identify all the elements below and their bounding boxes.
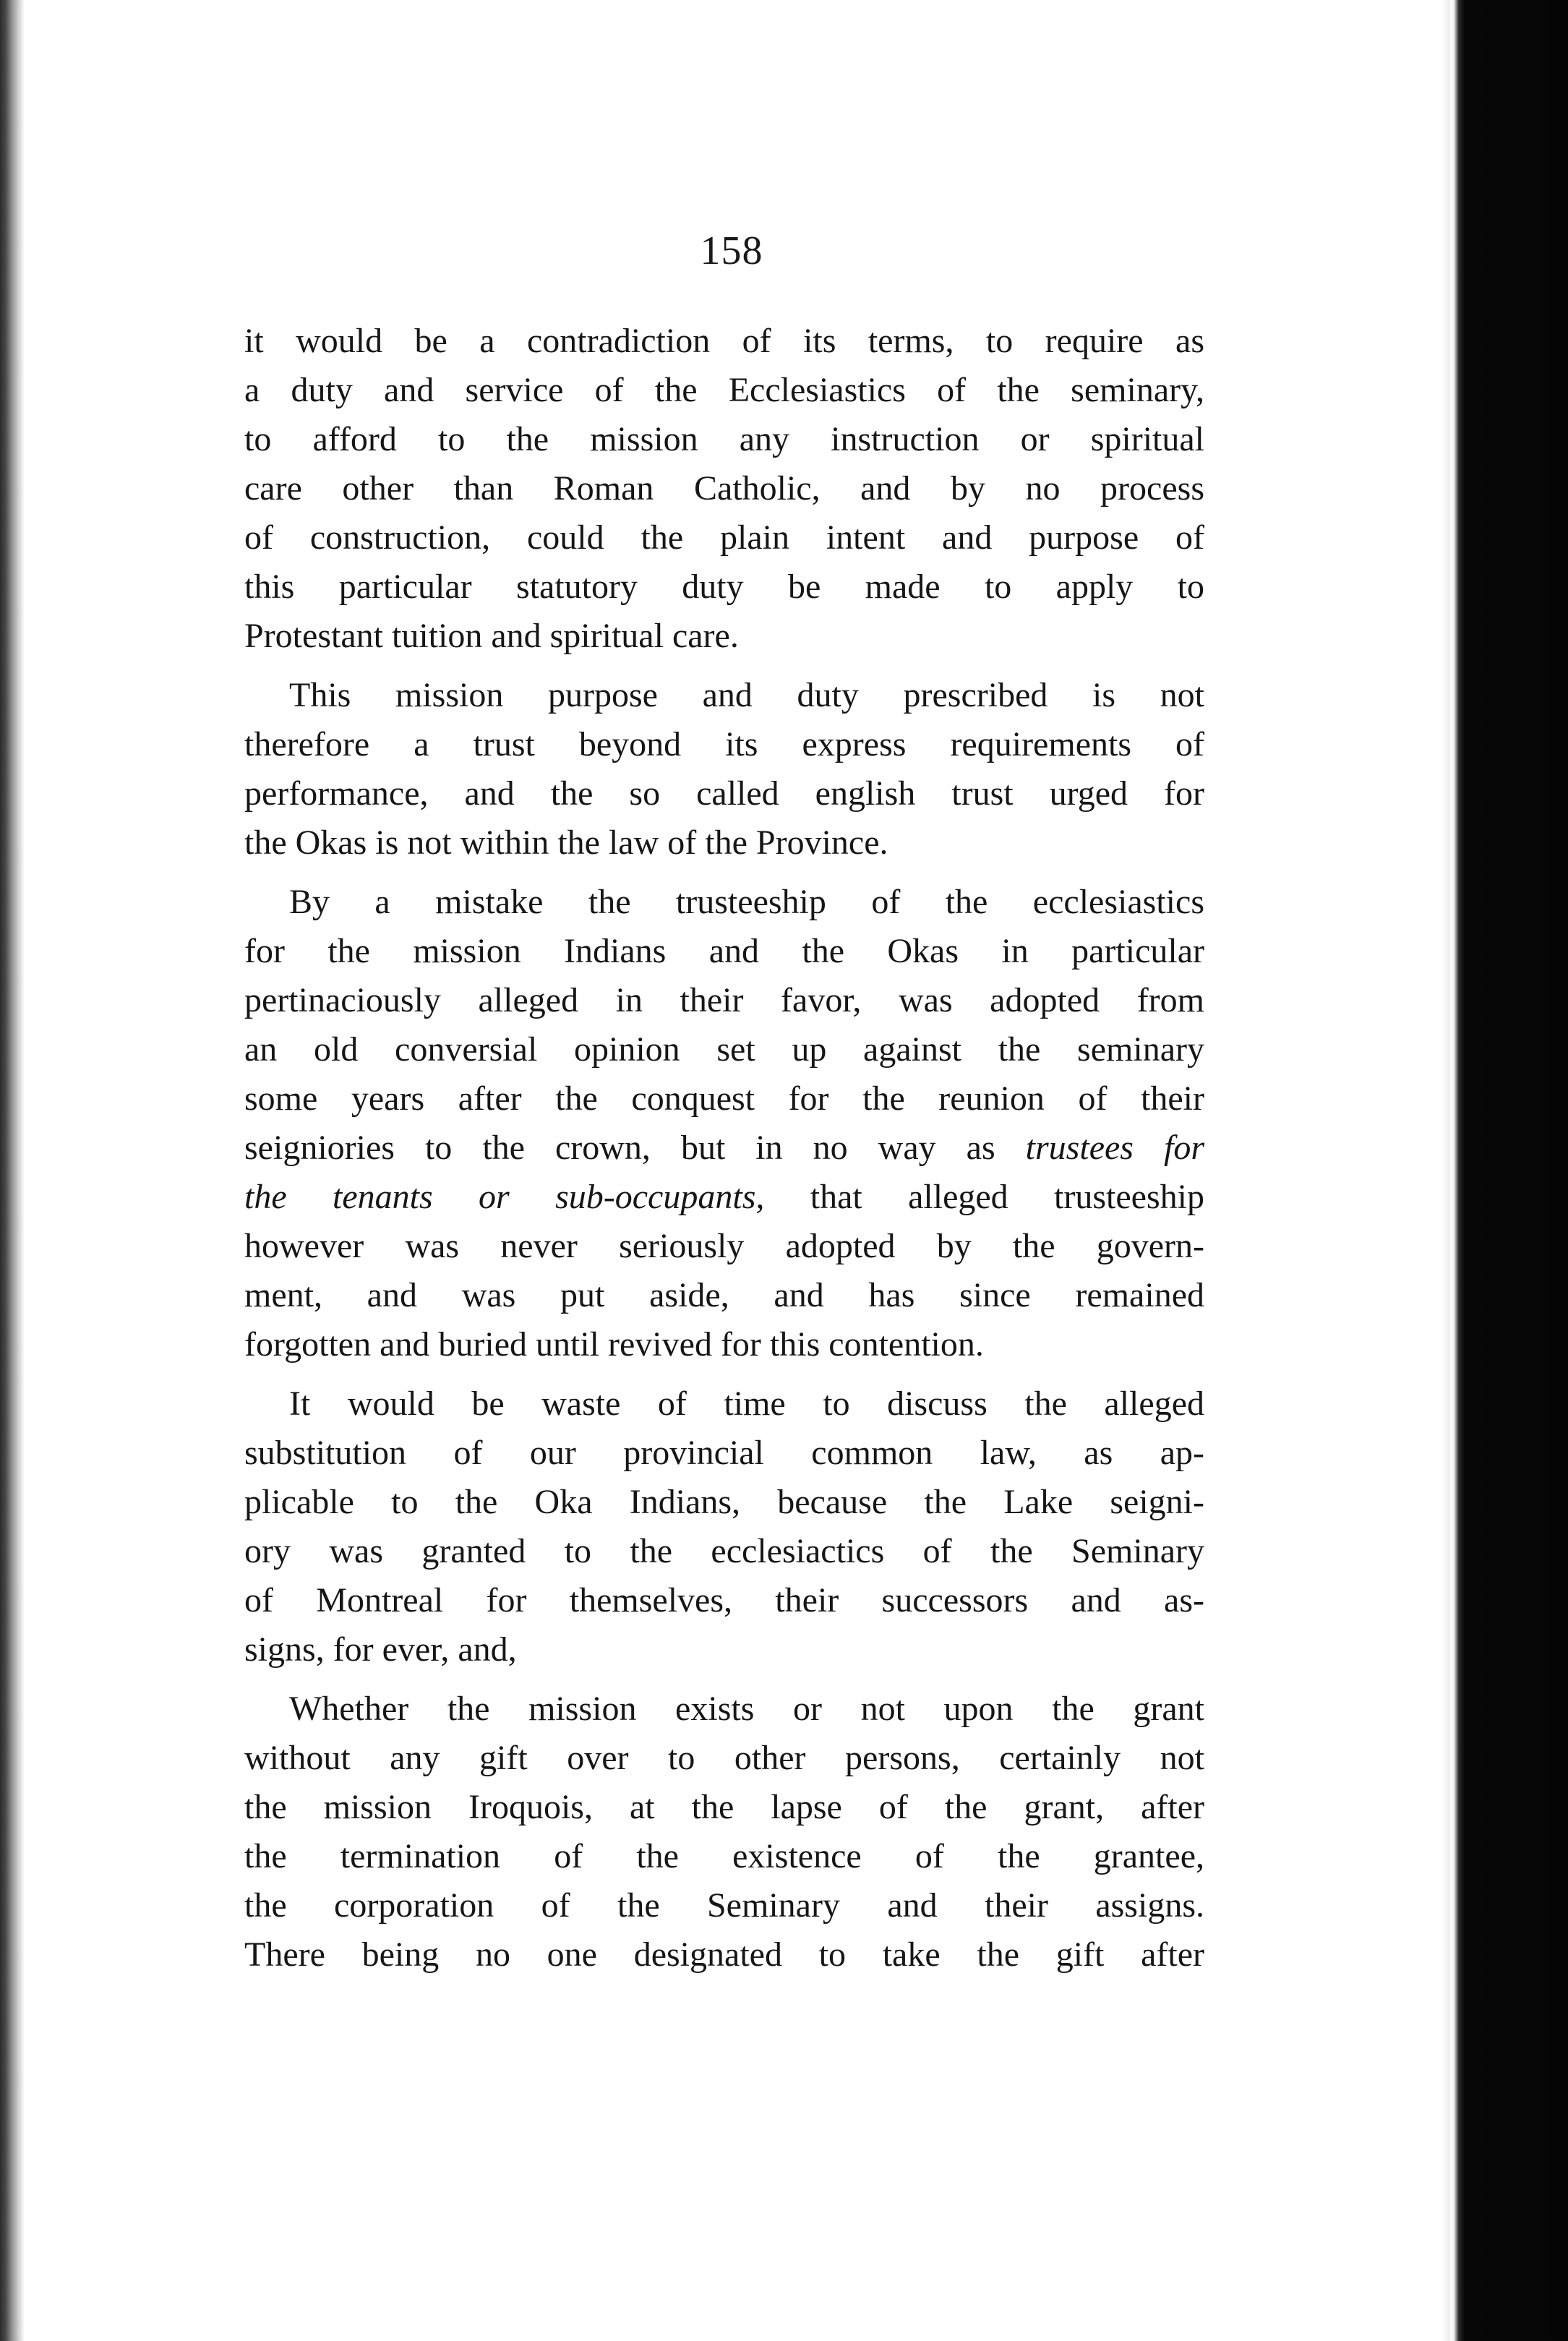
text-line: however was never seriously adopted by the govern-	[244, 1227, 1204, 1265]
text-line: an old conversial opinion set up against the seminary	[244, 1030, 1204, 1069]
paragraph-gap	[244, 868, 1204, 878]
text-line: plicable to the Oka Indians, because the Lake seigni-	[244, 1483, 1204, 1521]
paragraph-gap	[244, 661, 1204, 671]
text-line: therefore a trust beyond its express requirements of	[244, 725, 1204, 763]
text-line: By a mistake the trusteeship of the ecclesiastics	[289, 883, 1204, 921]
paragraph-4	[244, 1379, 1204, 1674]
text-line: the Okas is not within the law of the Province.	[244, 823, 888, 862]
paragraph-gap	[244, 1674, 1204, 1685]
text-line: this particular statutory duty be made to apply to	[244, 568, 1204, 606]
text-line: pertinaciously alleged in their favor, was adopted from	[244, 981, 1204, 1019]
text-line: some years after the conquest for the reunion of their	[244, 1079, 1204, 1118]
text-line: without any gift over to other persons, certainly not	[244, 1739, 1204, 1777]
text-segment: that alleged trusteeship	[764, 1178, 1204, 1216]
text-line: of Montreal for themselves, their successors and as-	[244, 1581, 1204, 1619]
scan-right-edge	[1450, 0, 1568, 2341]
text-line: signs, for ever, and,	[244, 1630, 517, 1669]
text-line: Whether the mission exists or not upon the grant	[289, 1690, 1204, 1728]
text-line	[244, 1124, 1204, 1173]
text-line	[244, 1173, 1204, 1222]
italic-phrase: the tenants or sub-occupants,	[244, 1178, 765, 1216]
text-line: to afford to the mission any instruction or spiritual	[244, 420, 1204, 458]
page-text	[244, 317, 1204, 1980]
text-line: It would be waste of time to discuss the alleged	[289, 1385, 1204, 1423]
italic-phrase: trustees for	[1025, 1129, 1205, 1167]
text-line: a duty and service of the Ecclesiastics of the seminary,	[244, 371, 1204, 409]
text-line: There being no one designated to take the gift after	[244, 1935, 1204, 1974]
text-line: Protestant tuition and spiritual care.	[244, 617, 739, 655]
scan-right-shadow	[1441, 0, 1450, 2341]
paragraph-2	[244, 671, 1204, 868]
text-line: forgotten and buried until revived for this contention.	[244, 1325, 984, 1364]
text-segment: seigniories to the crown, but in no way as	[244, 1129, 1026, 1167]
scan-left-edge	[0, 0, 25, 2341]
text-line: This mission purpose and duty prescribed is not	[289, 676, 1204, 714]
paragraph-1	[244, 317, 1204, 661]
text-line: the termination of the existence of the grantee,	[244, 1837, 1204, 1875]
text-line: the corporation of the Seminary and their assigns.	[244, 1886, 1204, 1925]
text-line: it would be a contradiction of its terms, to require as	[244, 322, 1204, 360]
text-line: care other than Roman Catholic, and by no process	[244, 469, 1204, 508]
text-line: performance, and the so called english trust urged for	[244, 774, 1204, 813]
paragraph-3	[244, 878, 1204, 1369]
text-line: for the mission Indians and the Okas in particular	[244, 932, 1204, 970]
text-line: the mission Iroquois, at the lapse of the grant, after	[244, 1788, 1204, 1826]
paragraph-gap	[244, 1369, 1204, 1379]
text-line: substitution of our provincial common law, as ap-	[244, 1434, 1204, 1472]
paragraph-5	[244, 1685, 1204, 1980]
text-line: ory was granted to the ecclesiactics of the Seminary	[244, 1532, 1204, 1570]
page-number: 158	[700, 228, 763, 273]
text-line: ment, and was put aside, and has since remained	[244, 1276, 1204, 1314]
text-line: of construction, could the plain intent and purpose of	[244, 518, 1204, 557]
